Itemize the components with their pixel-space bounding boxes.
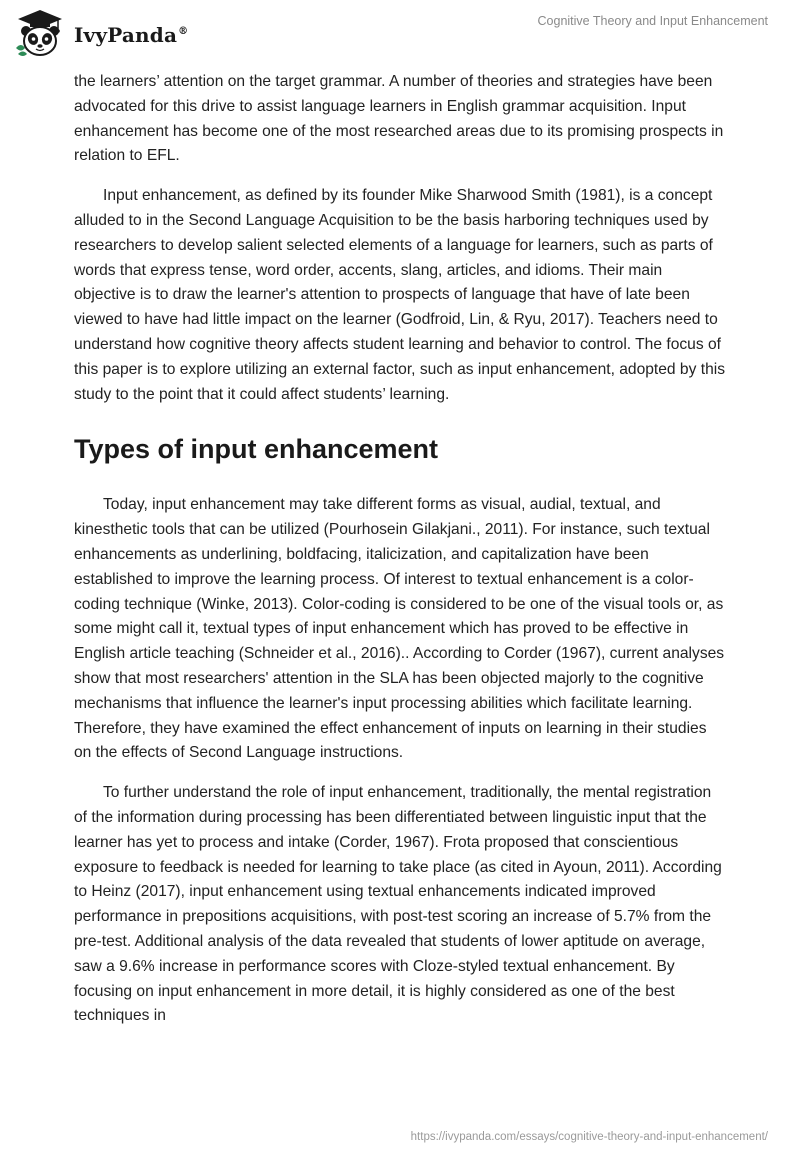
- source-url[interactable]: https://ivypanda.com/essays/cognitive-theory-and-input-enhancement/: [410, 1131, 768, 1143]
- paragraph: the learners’ attention on the target grammar. A number of theories and strategies have been advocated for this drive to assist language learners in English grammar acquisition. Input enhancement has become one of the most researched areas due to its promising prospects in relation to EFL.: [74, 73, 724, 165]
- essay-body: [74, 70, 726, 1044]
- document-title: Cognitive Theory and Input Enhancement: [537, 14, 768, 28]
- paragraph: To further understand the role of input enhancement, traditionally, the mental registration of the information during processing has been differentiated between linguistic input that the learner has yet to process and intake (Corder, 1967). Frota proposed that conscientious exposure to feedback is needed for learning to take place (as cited in Ayoun, 2011). According to Heinz (2017), input enhancement using textual enhancements indicated improved performance in prepositions acquisitions, with post-test scoring an increase of 5.7% from the pre-test. Additional analysis of the data revealed that students of lower aptitude on average, saw a 9.6% increase in performance scores with Cloze-styled textual enhancement. By focusing on input enhancement in more detail, it is highly considered as one of the best techniques in: [74, 784, 722, 1025]
- section-heading: Types of input enhancement: [74, 434, 439, 465]
- panda-graduate-icon: [14, 8, 66, 58]
- brand-name: IvyPanda®: [74, 23, 189, 47]
- paragraph: Input enhancement, as defined by its founder Mike Sharwood Smith (1981), is a concept alluded to in the Second Language Acquisition to be the basis harboring techniques used by researchers to develop salient selected elements of a language for learners, such as parts of words that express tense, word order, accents, slang, articles, and idioms. Their main objective is to draw the learner's attention to prospects of language that have of late been viewed to have had little impact on the learner (Godfroid, Lin, & Ryu, 2017). Teachers need to understand how cognitive theory affects student learning and behavior to control. The focus of this paper is to explore utilizing an external factor, such as input enhancement, adopted by this study to the point that it could affect students’ learning.: [74, 187, 726, 403]
- page-header: [0, 0, 800, 70]
- paragraph: Today, input enhancement may take different forms as visual, audial, textual, and kinesthetic tools that can be utilized (Pourhosein Gilakjani., 2011). For instance, such textual enhancements as underlining, boldfacing, italicization, and capitalization have been established to improve the learning process. Of interest to textual enhancement is a color-coding technique (Winke, 2013). Color-coding is considered to be one of the visual tools or, as some might call it, textual types of input enhancement which has proved to be effective in English article teaching (Schneider et al., 2016).. According to Corder (1967), current analyses show that most researchers' attention in the SLA has been objected majorly to the cognitive mechanisms that influence the learner's input processing abilities which facilitate learning. Therefore, they have examined the effect enhancement of inputs on learning in their studies on the effects of Second Language instructions.: [74, 496, 725, 762]
- ivypanda-logo[interactable]: [14, 8, 188, 58]
